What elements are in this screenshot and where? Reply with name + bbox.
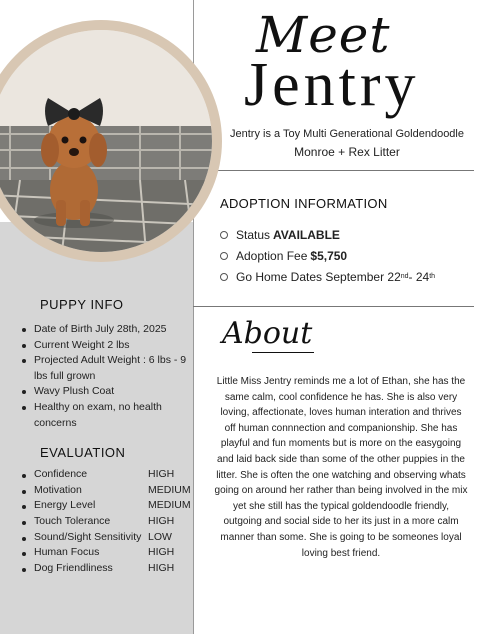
evaluation-row: Dog Friendliness HIGH bbox=[22, 562, 192, 578]
puppy-name-heading: Jentry bbox=[244, 51, 420, 119]
list-item: Projected Adult Weight : 6 lbs - 9 lbs full grown bbox=[22, 353, 192, 384]
puppy-info-title: PUPPY INFO bbox=[40, 297, 124, 312]
evaluation-list bbox=[22, 468, 192, 578]
evaluation-row: Touch Tolerance HIGH bbox=[22, 515, 192, 531]
go-home-dates: Go Home Dates September 22 nd - 24 th bbox=[220, 266, 435, 287]
puppy-description: Jentry is a Toy Multi Generational Goldendoodle bbox=[230, 128, 464, 140]
list-item: Date of Birth July 28th, 2025 bbox=[22, 322, 192, 338]
adoption-info-list bbox=[220, 224, 435, 287]
puppy-photo bbox=[0, 30, 212, 252]
meet-script-heading: Meet bbox=[256, 6, 391, 64]
about-underline bbox=[252, 352, 314, 353]
about-script-heading: About bbox=[222, 316, 313, 351]
litter-name: Monroe + Rex Litter bbox=[294, 145, 400, 159]
about-paragraph: Little Miss Jentry reminds me a lot of Ethan, she has the same calm, cool confidence he has. She is also very loving, affectionate, loves human interation and thrives off human connnection and companionship. She has playful and fun moments but is more on the easygoing and laid back side than some of the other puppies in the litter. She is often the one watching and observing whats going on around her rather than being involved in the mix yet she still has the typical goldendoodle friendly, outgoing and social side to her its just in a more calm manner than some. She is going to be someones loyal loving best friend. bbox=[214, 376, 468, 559]
evaluation-row: Confidence HIGH bbox=[22, 468, 192, 484]
ring-bullet-icon bbox=[220, 231, 228, 239]
puppy-info-list bbox=[22, 322, 192, 431]
evaluation-row: Sound/Sight Sensitivity LOW bbox=[22, 531, 192, 547]
evaluation-title: EVALUATION bbox=[40, 445, 126, 460]
list-item: Healthy on exam, no health concerns bbox=[22, 400, 192, 431]
evaluation-row: Motivation MEDIUM bbox=[22, 484, 192, 500]
ring-bullet-icon bbox=[220, 273, 228, 281]
adoption-info-title: ADOPTION INFORMATION bbox=[220, 196, 388, 211]
divider-middle bbox=[193, 306, 474, 307]
divider-top bbox=[193, 170, 474, 171]
list-item: Wavy Plush Coat bbox=[22, 384, 192, 400]
adoption-status: Status AVAILABLE bbox=[220, 224, 435, 245]
status-value: AVAILABLE bbox=[273, 227, 340, 242]
evaluation-row: Energy Level MEDIUM bbox=[22, 499, 192, 515]
fee-value: $5,750 bbox=[310, 248, 348, 263]
evaluation-row: Human Focus HIGH bbox=[22, 546, 192, 562]
adoption-fee: Adoption Fee $5,750 bbox=[220, 245, 435, 266]
ring-bullet-icon bbox=[220, 252, 228, 260]
list-item: Current Weight 2 lbs bbox=[22, 338, 192, 354]
